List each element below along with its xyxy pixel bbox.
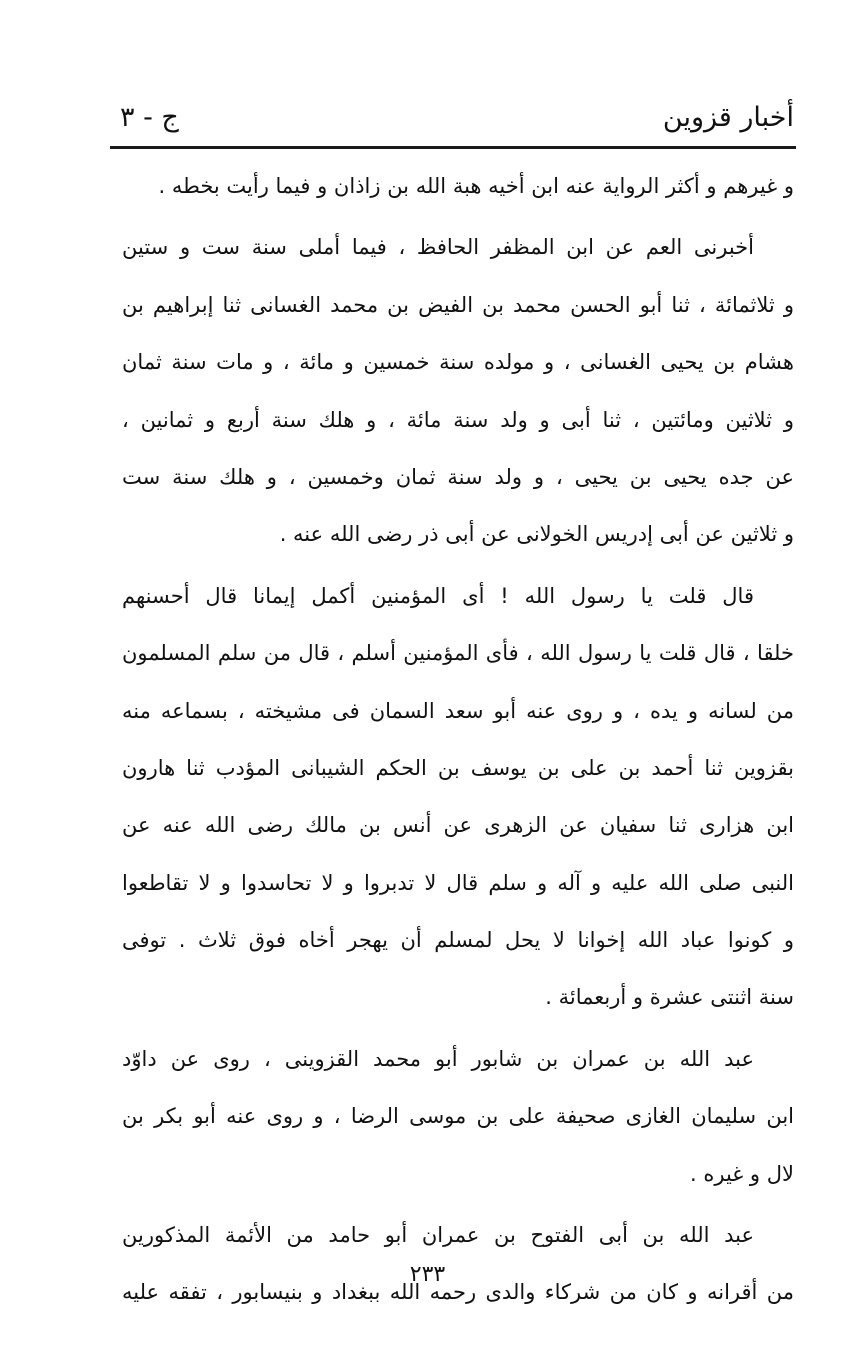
text-line: و كونوا عباد الله إخوانا لا يحل لمسلم أن يهجر أخاه فوق ثلاث . توفى bbox=[122, 928, 794, 953]
text-line: النبى صلى الله عليه و آله و سلم قال لا تدبروا و لا تحاسدوا و لا تقاطعوا bbox=[122, 870, 794, 895]
text-line: هشام بن يحيى الغسانى ، و مولده سنة خمسين و مائة ، و مات سنة ثمان bbox=[122, 350, 794, 375]
text-line: خلقا ، قال قلت يا رسول الله ، فأى المؤمنين أسلم ، قال من سلم المسلمون bbox=[122, 641, 794, 666]
header-rule bbox=[110, 146, 796, 149]
text-line: قال قلت يا رسول الله ! أى المؤمنين أكمل إيمانا قال أحسنهم bbox=[122, 583, 754, 608]
text-line: و ثلاثمائة ، ثنا أبو الحسن محمد بن الفيض بن محمد الغسانى ثنا إبراهيم بن bbox=[122, 292, 794, 317]
text-line: ابن سليمان الغازى صحيفة على بن موسى الرضا ، و روى عنه أبو بكر بن bbox=[122, 1104, 794, 1129]
text-line: ابن هزارى ثنا سفيان عن الزهرى عن أنس بن مالك رضى الله عنه عن bbox=[122, 813, 794, 838]
running-title: أخبار قزوين bbox=[662, 102, 794, 133]
text-line: بقزوين ثنا أحمد بن على بن يوسف بن الحكم الشيبانى المؤدب ثنا هارون bbox=[122, 755, 794, 780]
text-line: و ثلاثين ومائتين ، ثنا أبى و ولد سنة مائة ، و هلك سنة أربع و ثمانين ، bbox=[122, 407, 794, 432]
page-header bbox=[110, 98, 794, 148]
text-line: عن جده يحيى بن يحيى ، و ولد سنة ثمان وخمسين ، و هلك سنة ست bbox=[122, 464, 794, 489]
text-line: سنة اثنتى عشرة و أربعمائة . bbox=[545, 985, 794, 1010]
page-number: ٢٣٣ bbox=[409, 1262, 446, 1287]
text-line: أخبرنى العم عن ابن المظفر الحافظ ، فيما أملى سنة ست و ستين bbox=[122, 235, 754, 260]
text-line: عبد الله بن عمران بن شابور أبو محمد القزوينى ، روى عن داوّد bbox=[122, 1046, 754, 1071]
text-line: عبد الله بن أبى الفتوح بن عمران أبو حامد من الأئمة المذكورين bbox=[122, 1223, 754, 1248]
text-line: و ثلاثين عن أبى إدريس الخولانى عن أبى ذر رضى الله عنه . bbox=[279, 522, 794, 547]
text-line: من لسانه و يده ، و روى عنه أبو سعد السمان فى مشيخته ، بسماعه منه bbox=[122, 698, 794, 723]
body-text bbox=[122, 158, 794, 1322]
text-line: لال و غيره . bbox=[690, 1161, 794, 1186]
text-line: و غيرهم و أكثر الرواية عنه ابن أخيه هبة الله بن زاذان و فيما رأيت بخطه . bbox=[158, 174, 794, 198]
volume-label: ج - ٣ bbox=[120, 102, 179, 133]
text-line: من أقرانه و كان من شركاء والدى رحمه الله ببغداد و بنيسابور ، تفقه عليه bbox=[122, 1280, 794, 1305]
